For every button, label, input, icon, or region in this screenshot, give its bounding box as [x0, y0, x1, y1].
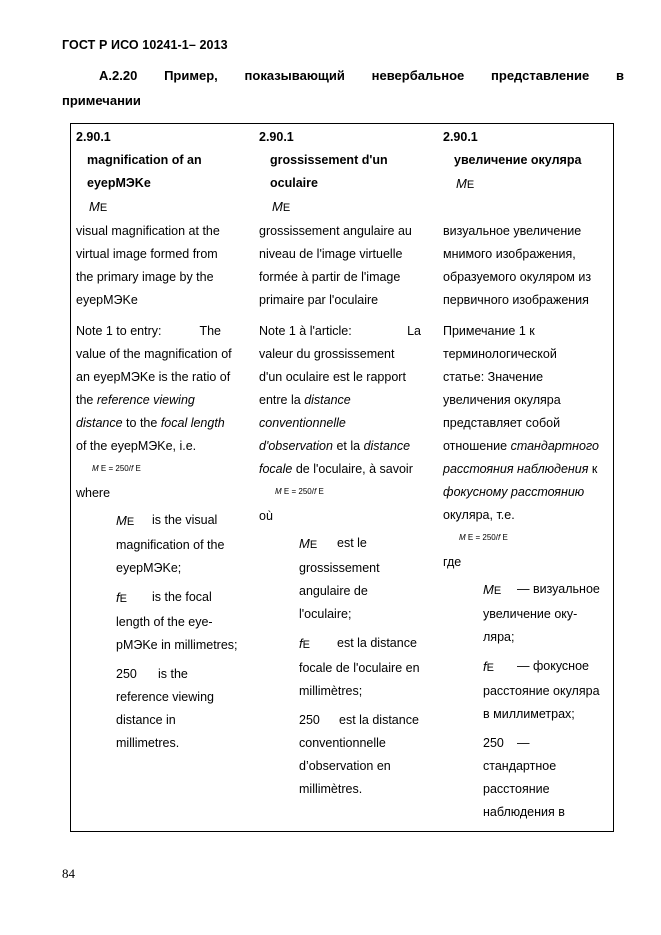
column-french: [259, 124, 431, 801]
page-number: 84: [62, 866, 75, 881]
term-symbol: ME: [89, 199, 108, 214]
term: grossissement d'un: [270, 153, 388, 167]
term: oculaire: [270, 176, 318, 190]
note: Note 1 à l'article: La valeur du grossissement d'un oculaire est le rapport entre la distance conventionnelle d'observation et la distance focale de l'oculaire, à savoir: [259, 324, 421, 476]
term: eyepMЭKe: [87, 176, 151, 190]
formula: M E = 250 / f E: [459, 533, 508, 542]
heading-number: A.2.20: [99, 68, 138, 83]
entry-number: 2.90.1: [259, 130, 294, 144]
where-label: where: [76, 486, 111, 500]
formula: M E = 250 / f E: [92, 464, 141, 473]
symbol-list: [443, 578, 613, 824]
where-label: где: [443, 555, 462, 569]
column-russian: [443, 124, 613, 824]
list-item: fE is the focal length of the eye- pMЭKe in millimetres;: [116, 590, 238, 652]
entry-number: 2.90.1: [443, 130, 478, 144]
term-symbol: ME: [456, 176, 475, 191]
column-english: [76, 124, 246, 755]
heading-word: в: [615, 68, 624, 83]
heading-word: невербальное: [371, 68, 465, 83]
term: magnification of an: [87, 153, 202, 167]
list-item: 250 is the reference viewing distance in millimetres.: [116, 667, 214, 750]
list-item: 250 est la distance conventionnelle d’observation en millimètres.: [299, 713, 419, 796]
symbol-list: [259, 532, 431, 801]
note: Примечание 1 к терминологической статье: Значение увеличения окуляра представляет собой отношение стандартного расстояния наблюдения к фокусному расстоянию окуляра, т.е.: [443, 324, 599, 522]
note: Note 1 to entry: The value of the magnification of an eyepMЭKe is the ratio of the reference viewing distance to the focal length of the eyepMЭKe, i.e.: [76, 324, 232, 453]
heading-line1: [62, 63, 624, 88]
list-item: ME is the visual magnification of the eyepMЭKe;: [116, 513, 225, 575]
symbol-list: [76, 509, 246, 755]
term: увеличение окуляра: [454, 153, 582, 167]
formula: M E = 250 / f E: [275, 487, 324, 496]
heading-word: Пример,: [164, 68, 218, 83]
definition: визуальное увеличение мнимого изображения, образуемого окуляром из первичного изображения: [443, 224, 592, 307]
document-header: ГОСТ Р ИСО 10241-1– 2013: [62, 38, 228, 52]
list-item: 250 — стандартное расстояние наблюдения в: [483, 736, 565, 819]
list-item: ME est le grossissement angulaire de l'oculaire;: [299, 536, 380, 621]
list-item: fE est la distance focale de l'oculaire en millimètres;: [299, 636, 420, 698]
where-label: où: [259, 509, 273, 523]
terminology-table: [70, 123, 614, 832]
heading-word: показывающий: [244, 68, 345, 83]
list-item: ME — визуальное увеличение оку- ляра;: [483, 582, 600, 644]
entry-number: 2.90.1: [76, 130, 111, 144]
heading-word: представление: [491, 68, 590, 83]
term-symbol: ME: [272, 199, 291, 214]
heading-line2: примечании: [62, 93, 141, 108]
list-item: fE — фокусное расстояние окуляра в миллиметрах;: [483, 659, 600, 721]
definition: grossissement angulaire au niveau de l'image virtuelle formée à partir de l'image primaire par l'oculaire: [259, 224, 412, 307]
section-heading: [62, 63, 624, 113]
definition: visual magnification at the virtual image formed from the primary image by the eyepMЭKe: [76, 224, 220, 307]
